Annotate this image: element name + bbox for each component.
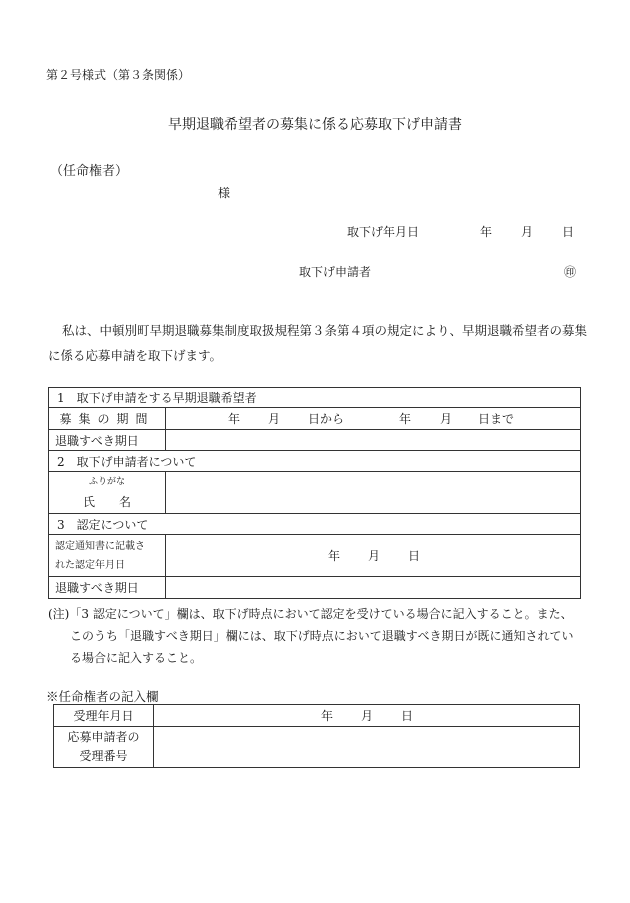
section-3-row [49, 514, 581, 535]
declaration-text: 私は、中頓別町早期退職募集制度取扱規程第３条第４項の規定により、早期退職希望者の募集に係る応募申請を取下げます。 [48, 323, 588, 363]
receipt-date-month: 月 [361, 709, 374, 723]
period-to-year: 年 [399, 412, 412, 426]
receipt-number-field[interactable] [154, 727, 580, 768]
receipt-date-label: 受理年月日 [54, 705, 154, 727]
receipt-date-day: 日 [401, 709, 414, 723]
office-use-table [53, 704, 580, 768]
receipt-number-row [54, 727, 580, 768]
section-3-heading: 3 認定について [49, 514, 581, 535]
retire-date-row-2 [49, 577, 581, 599]
section-1-row [49, 388, 581, 408]
note-text [48, 603, 593, 669]
cert-date-day: 日 [408, 549, 421, 563]
application-table [48, 387, 581, 599]
document-title: 早期退職希望者の募集に係る応募取下げ申請書 [168, 117, 462, 133]
section-2-row [49, 451, 581, 472]
cert-date-field[interactable] [166, 535, 581, 577]
cert-date-month: 月 [368, 549, 381, 563]
cert-date-year: 年 [328, 549, 341, 563]
receipt-number-label-line2: 受理番号 [79, 749, 128, 763]
office-use-heading: ※任命権者の記入欄 [46, 689, 159, 704]
section-2-heading: 2 取下げ申請者について [49, 451, 581, 472]
withdrawal-date-day: 日 [562, 225, 575, 239]
form-code: 第２号様式（第３条関係） [46, 68, 191, 82]
honorific-sama: 様 [218, 186, 231, 200]
furigana-label: ふりがな [88, 476, 125, 487]
retire-date-field[interactable] [166, 430, 581, 451]
note-line-1: (注)「3 認定について」欄は、取下げ時点において認定を受けている場合に記入すること。また、 [48, 607, 573, 621]
recruitment-period-label: 募集の期間 [59, 412, 155, 426]
receipt-number-label-line1: 応募申請者の [67, 730, 140, 744]
period-to-suffix: 日まで [478, 412, 515, 426]
applicant-label: 取下げ申請者 [299, 265, 372, 279]
period-from-year: 年 [228, 412, 241, 426]
note-line-2: このうち「退職すべき期日」欄には、取下げ時点において退職すべき期日が既に通知されてい [70, 629, 574, 643]
applicant-name-field[interactable] [166, 472, 581, 514]
period-from-suffix: 日から [308, 412, 345, 426]
recruitment-period-field[interactable] [166, 408, 581, 430]
retire-date-label: 退職すべき期日 [49, 430, 166, 451]
cert-date-row [49, 535, 581, 577]
applicant-name-row [49, 472, 581, 514]
cert-date-label-line2: れた認定年月日 [55, 559, 125, 571]
receipt-date-row [54, 705, 580, 727]
retire-date-row [49, 430, 581, 451]
recruitment-period-row [49, 408, 581, 430]
retire-date-label-2: 退職すべき期日 [49, 577, 166, 599]
name-label: 氏 名 [82, 494, 131, 509]
period-to-month: 月 [440, 412, 453, 426]
withdrawal-date-month: 月 [521, 225, 534, 239]
cert-date-label-line1: 認定通知書に記載さ [55, 540, 145, 552]
retire-date-field-2[interactable] [166, 577, 581, 599]
appointer-label: （任命権者） [50, 164, 129, 179]
receipt-date-field[interactable] [154, 705, 580, 727]
note-line-3: る場合に記入すること。 [70, 651, 203, 665]
seal-mark: ㊞ [564, 265, 577, 279]
section-1-heading: 1 取下げ申請をする早期退職希望者 [49, 388, 581, 408]
receipt-date-year: 年 [321, 709, 334, 723]
withdrawal-date-label: 取下げ年月日 [347, 225, 420, 239]
withdrawal-date-year: 年 [480, 225, 493, 239]
period-from-month: 月 [268, 412, 281, 426]
